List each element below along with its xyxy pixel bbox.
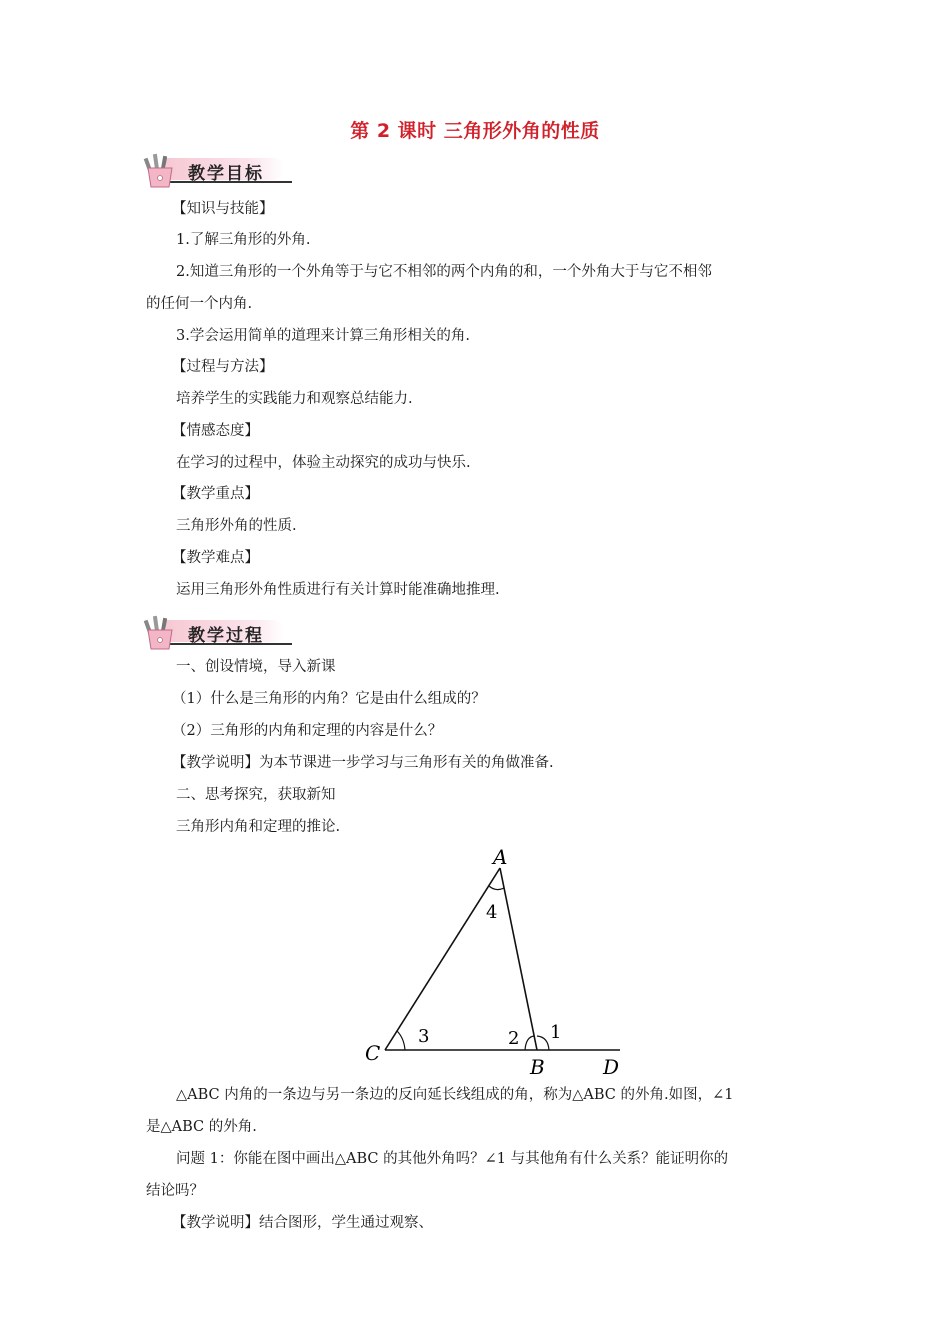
text-line: 结论吗？ [146, 1183, 204, 1199]
page-title: 第 2 课时 三角形外角的性质 [350, 120, 600, 142]
text-line: 是△ABC 的外角. [146, 1119, 257, 1135]
text-line: 【知识与技能】 [172, 201, 274, 217]
pencil-cup-icon [142, 150, 186, 190]
text-line: 在学习的过程中，体验主动探究的成功与快乐. [176, 455, 471, 471]
angle-label-2: 2 [508, 1028, 520, 1049]
vertex-label-c: C [365, 1041, 381, 1065]
header-label: 教学目标 [188, 164, 264, 184]
text-line: 培养学生的实践能力和观察总结能力. [176, 391, 413, 407]
side-ab [500, 868, 537, 1050]
section-header-process [142, 612, 292, 652]
text-line: （1）什么是三角形的内角？它是由什么组成的？ [172, 691, 486, 707]
angle-4-arc [489, 886, 504, 890]
text-line: 【教学说明】结合图形，学生通过观察、 [172, 1215, 433, 1231]
text-line: 【教学说明】为本节课进一步学习与三角形有关的角做准备. [172, 755, 554, 771]
angle-label-1: 1 [550, 1022, 562, 1043]
side-ac [385, 868, 500, 1050]
text-line: 【过程与方法】 [172, 359, 274, 375]
text-line: 二、思考探究，获取新知 [176, 787, 336, 803]
text-line: 3.学会运用简单的道理来计算三角形相关的角. [176, 328, 470, 344]
text-line: 三角形内角和定理的推论. [176, 819, 341, 835]
text-line: 运用三角形外角性质进行有关计算时能准确地推理. [176, 582, 500, 598]
header-label: 教学过程 [188, 626, 264, 646]
angle-1-arc [537, 1036, 549, 1050]
pencil-cup-icon [142, 612, 186, 652]
angle-3-arc [397, 1031, 405, 1050]
text-line: 三角形外角的性质. [176, 518, 297, 534]
text-line: （2）三角形的内角和定理的内容是什么？ [172, 723, 443, 739]
triangle-figure [360, 838, 630, 1078]
vertex-label-a: A [493, 845, 508, 869]
text-line: 【教学重点】 [172, 486, 259, 502]
angle-label-3: 3 [418, 1026, 430, 1047]
angle-2-arc [525, 1036, 534, 1050]
text-line: 的任何一个内角. [146, 296, 253, 312]
text-line: 1.了解三角形的外角. [176, 232, 311, 248]
text-line: 【教学难点】 [172, 550, 259, 566]
text-line: 【情感态度】 [172, 423, 259, 439]
vertex-label-b: B [530, 1055, 545, 1078]
text-line: 一、创设情境，导入新课 [176, 659, 336, 675]
angle-label-4: 4 [486, 902, 498, 923]
section-header-objectives [142, 150, 292, 190]
text-line: 2.知道三角形的一个外角等于与它不相邻的两个内角的和，一个外角大于与它不相邻 [176, 264, 712, 280]
text-line: △ABC 内角的一条边与另一条边的反向延长线组成的角，称为△ABC 的外角.如图，∠1 [176, 1087, 734, 1103]
point-label-d: D [603, 1055, 620, 1078]
text-line: 问题 1：你能在图中画出△ABC 的其他外角吗？∠1 与其他角有什么关系？能证明你的 [176, 1151, 729, 1167]
